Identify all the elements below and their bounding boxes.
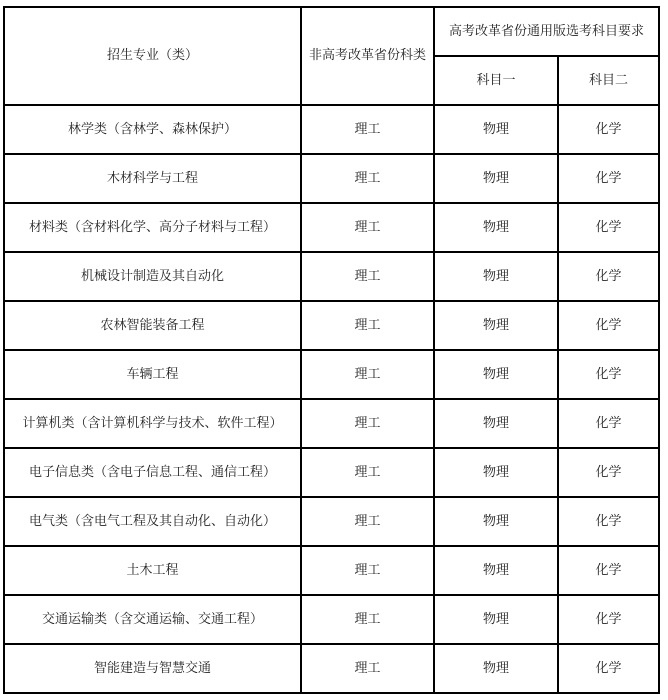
table-row bbox=[4, 203, 659, 252]
category-cell: 理工 bbox=[301, 546, 434, 595]
subject-two-cell: 化学 bbox=[558, 546, 659, 595]
major-cell: 材料类（含材料化学、高分子材料与工程） bbox=[4, 203, 301, 252]
table-row bbox=[4, 497, 659, 546]
category-cell: 理工 bbox=[301, 252, 434, 301]
header-subject-two: 科目二 bbox=[558, 56, 659, 105]
category-cell: 理工 bbox=[301, 448, 434, 497]
subject-two-cell: 化学 bbox=[558, 105, 659, 154]
major-cell: 计算机类（含计算机科学与技术、软件工程） bbox=[4, 399, 301, 448]
subject-one-cell: 物理 bbox=[434, 448, 558, 497]
subject-two-cell: 化学 bbox=[558, 154, 659, 203]
subject-two-cell: 化学 bbox=[558, 497, 659, 546]
subject-two-cell: 化学 bbox=[558, 252, 659, 301]
table-row bbox=[4, 399, 659, 448]
category-cell: 理工 bbox=[301, 203, 434, 252]
major-cell: 智能建造与智慧交通 bbox=[4, 644, 301, 693]
category-cell: 理工 bbox=[301, 105, 434, 154]
major-cell: 车辆工程 bbox=[4, 350, 301, 399]
subject-two-cell: 化学 bbox=[558, 448, 659, 497]
category-cell: 理工 bbox=[301, 301, 434, 350]
subject-one-cell: 物理 bbox=[434, 252, 558, 301]
subject-one-cell: 物理 bbox=[434, 301, 558, 350]
subject-two-cell: 化学 bbox=[558, 350, 659, 399]
subject-two-cell: 化学 bbox=[558, 644, 659, 693]
subject-two-cell: 化学 bbox=[558, 595, 659, 644]
category-cell: 理工 bbox=[301, 154, 434, 203]
category-cell: 理工 bbox=[301, 497, 434, 546]
major-cell: 农林智能装备工程 bbox=[4, 301, 301, 350]
subject-one-cell: 物理 bbox=[434, 154, 558, 203]
header-non-reform-category: 非高考改革省份科类 bbox=[301, 7, 434, 105]
table-row bbox=[4, 252, 659, 301]
major-cell: 机械设计制造及其自动化 bbox=[4, 252, 301, 301]
subject-one-cell: 物理 bbox=[434, 546, 558, 595]
subject-one-cell: 物理 bbox=[434, 350, 558, 399]
subject-two-cell: 化学 bbox=[558, 203, 659, 252]
table-row bbox=[4, 595, 659, 644]
subject-one-cell: 物理 bbox=[434, 105, 558, 154]
category-cell: 理工 bbox=[301, 350, 434, 399]
header-major: 招生专业（类） bbox=[4, 7, 301, 105]
table-row bbox=[4, 154, 659, 203]
table-row bbox=[4, 350, 659, 399]
header-row bbox=[4, 7, 659, 56]
table-row bbox=[4, 546, 659, 595]
subject-two-cell: 化学 bbox=[558, 301, 659, 350]
table-row bbox=[4, 644, 659, 693]
subject-one-cell: 物理 bbox=[434, 595, 558, 644]
major-cell: 交通运输类（含交通运输、交通工程） bbox=[4, 595, 301, 644]
table-row bbox=[4, 448, 659, 497]
major-cell: 电气类（含电气工程及其自动化、自动化） bbox=[4, 497, 301, 546]
major-cell: 电子信息类（含电子信息工程、通信工程） bbox=[4, 448, 301, 497]
major-cell: 林学类（含林学、森林保护） bbox=[4, 105, 301, 154]
header-reform-requirements: 高考改革省份通用版选考科目要求 bbox=[434, 7, 659, 56]
category-cell: 理工 bbox=[301, 595, 434, 644]
major-cell: 木材科学与工程 bbox=[4, 154, 301, 203]
table-row bbox=[4, 105, 659, 154]
category-cell: 理工 bbox=[301, 399, 434, 448]
subject-one-cell: 物理 bbox=[434, 644, 558, 693]
subject-one-cell: 物理 bbox=[434, 399, 558, 448]
subject-one-cell: 物理 bbox=[434, 203, 558, 252]
table-row bbox=[4, 301, 659, 350]
category-cell: 理工 bbox=[301, 644, 434, 693]
subject-one-cell: 物理 bbox=[434, 497, 558, 546]
subject-two-cell: 化学 bbox=[558, 399, 659, 448]
major-cell: 土木工程 bbox=[4, 546, 301, 595]
subject-requirements-table bbox=[3, 6, 660, 694]
header-subject-one: 科目一 bbox=[434, 56, 558, 105]
